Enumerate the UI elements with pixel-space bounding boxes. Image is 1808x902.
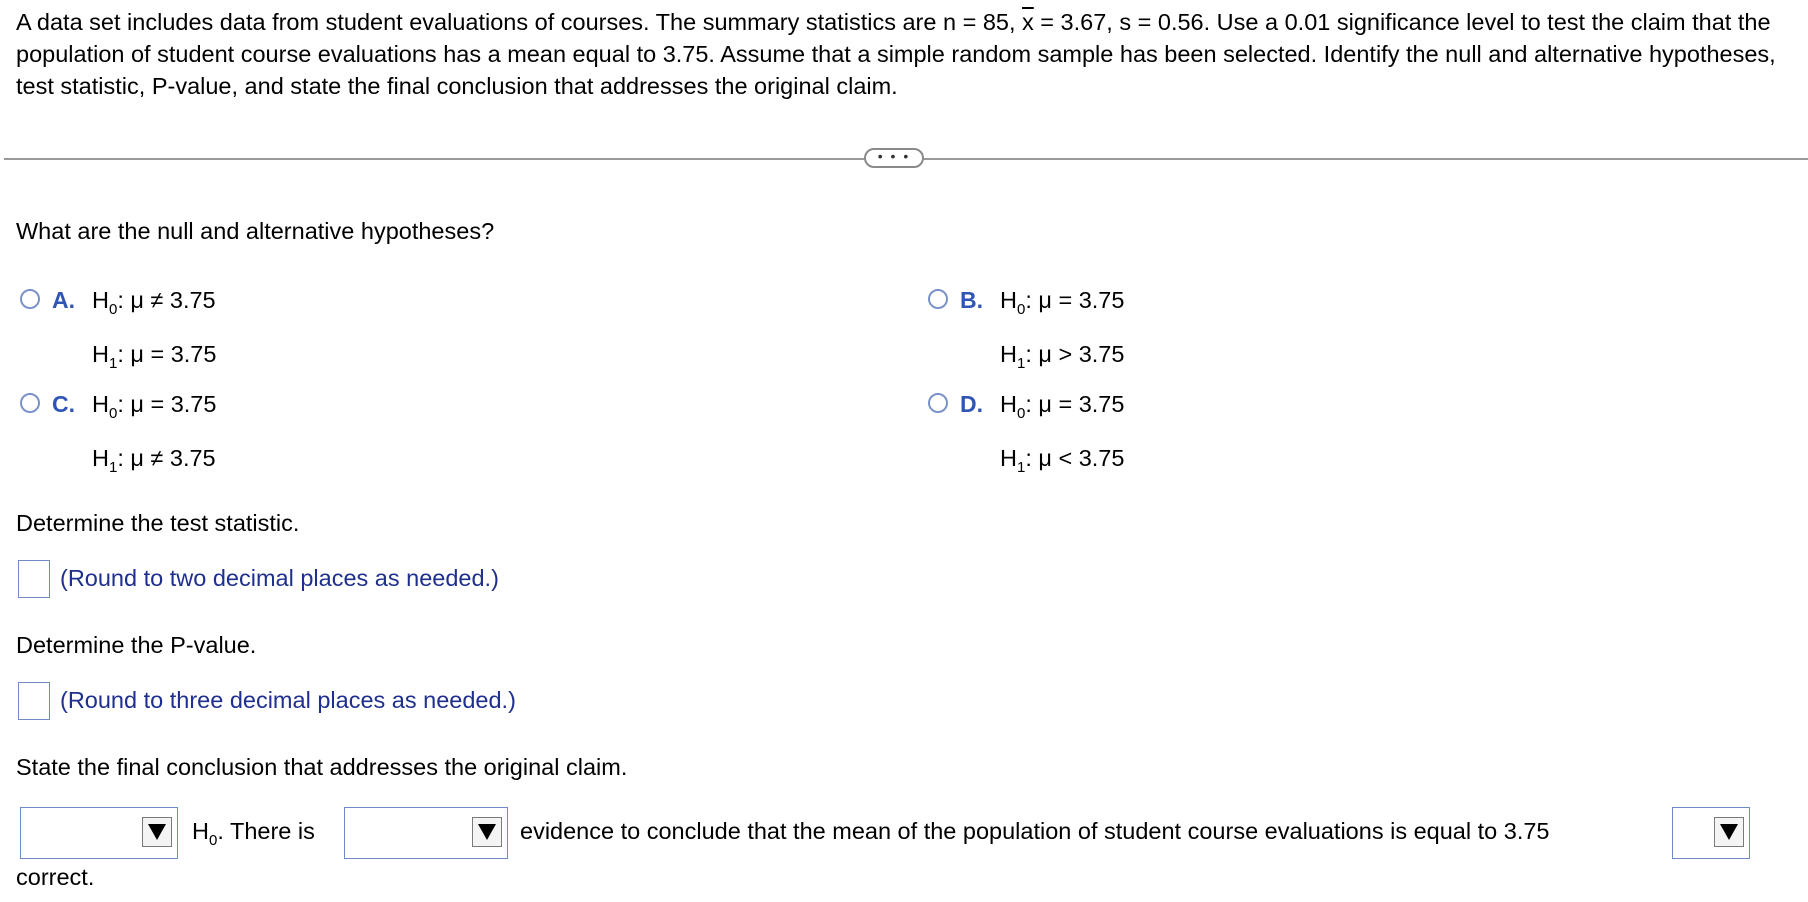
question-p-value: Determine the P-value. bbox=[16, 632, 257, 658]
option-letter: C. bbox=[52, 391, 75, 417]
conclusion-text-3: correct. bbox=[16, 864, 95, 890]
problem-statement bbox=[16, 6, 1796, 102]
ellipsis-icon: • • • bbox=[877, 148, 911, 164]
hypotheses bbox=[92, 382, 216, 490]
hypotheses bbox=[1000, 278, 1124, 386]
alt-hypothesis: $H_1$: μ > 3.75 bbox=[1000, 341, 1125, 372]
question-hypotheses: What are the null and alternative hypotheses? bbox=[16, 218, 495, 244]
alt-hypothesis: $H_1$: μ ≠ 3.75 bbox=[92, 445, 216, 476]
option-letter: B. bbox=[960, 287, 983, 313]
null-hypothesis: $H_0$: μ = 3.75 bbox=[1000, 391, 1125, 422]
problem-text-2: = 3.67, s = 0.56. Use a 0.01 significance level to test the claim that the population of student course evaluations has a mean equal to 3.75. Assume that a simple random sample has been selected. Identify the null and alternative hypotheses, test statistic, P-value, and state the final conclusion that addresses the original claim. bbox=[16, 9, 1776, 99]
radio-circle-icon[interactable] bbox=[928, 393, 948, 413]
p-value-hint: (Round to three decimal places as needed.) bbox=[60, 687, 516, 713]
option-letter: A. bbox=[52, 287, 75, 313]
triangle-down-icon[interactable] bbox=[142, 817, 172, 847]
conclusion-text-2: evidence to conclude that the mean of the population of student course evaluations is equal to 3.75 bbox=[520, 818, 1550, 844]
hypotheses bbox=[92, 278, 216, 386]
reject-decision-dropdown[interactable] bbox=[20, 807, 178, 859]
problem-text-1: A data set includes data from student evaluations of courses. The summary statistics are n = 85, bbox=[16, 9, 1023, 35]
hypotheses bbox=[1000, 382, 1124, 490]
triangle-down-icon[interactable] bbox=[1714, 817, 1744, 847]
test-statistic-input[interactable] bbox=[18, 560, 50, 598]
alt-hypothesis: $H_1$: μ < 3.75 bbox=[1000, 445, 1125, 476]
option-b[interactable] bbox=[928, 284, 1124, 386]
radio-circle-icon[interactable] bbox=[928, 289, 948, 309]
claim-correctness-dropdown[interactable] bbox=[1672, 807, 1750, 859]
radio-circle-icon[interactable] bbox=[20, 289, 40, 309]
evidence-level-dropdown[interactable] bbox=[344, 807, 508, 859]
question-test-statistic: Determine the test statistic. bbox=[16, 510, 300, 536]
xbar-symbol: $\overline{x}$ bbox=[1022, 9, 1034, 35]
question-conclusion: State the final conclusion that addresses the original claim. bbox=[16, 754, 628, 780]
test-statistic-hint: (Round to two decimal places as needed.) bbox=[60, 565, 499, 591]
option-d[interactable] bbox=[928, 388, 1124, 490]
triangle-down-icon[interactable] bbox=[472, 817, 502, 847]
null-hypothesis: $H_0$: μ = 3.75 bbox=[92, 391, 217, 422]
alt-hypothesis: $H_1$: μ = 3.75 bbox=[92, 341, 217, 372]
option-c[interactable] bbox=[20, 388, 216, 490]
option-letter: D. bbox=[960, 391, 983, 417]
p-value-input[interactable] bbox=[18, 682, 50, 720]
option-a[interactable] bbox=[20, 284, 216, 386]
conclusion-text-1: $H_0$. There is bbox=[192, 818, 315, 849]
radio-circle-icon[interactable] bbox=[20, 393, 40, 413]
expand-button[interactable] bbox=[864, 148, 924, 168]
null-hypothesis: $H_0$: μ = 3.75 bbox=[1000, 287, 1125, 318]
null-hypothesis: $H_0$: μ ≠ 3.75 bbox=[92, 287, 216, 318]
